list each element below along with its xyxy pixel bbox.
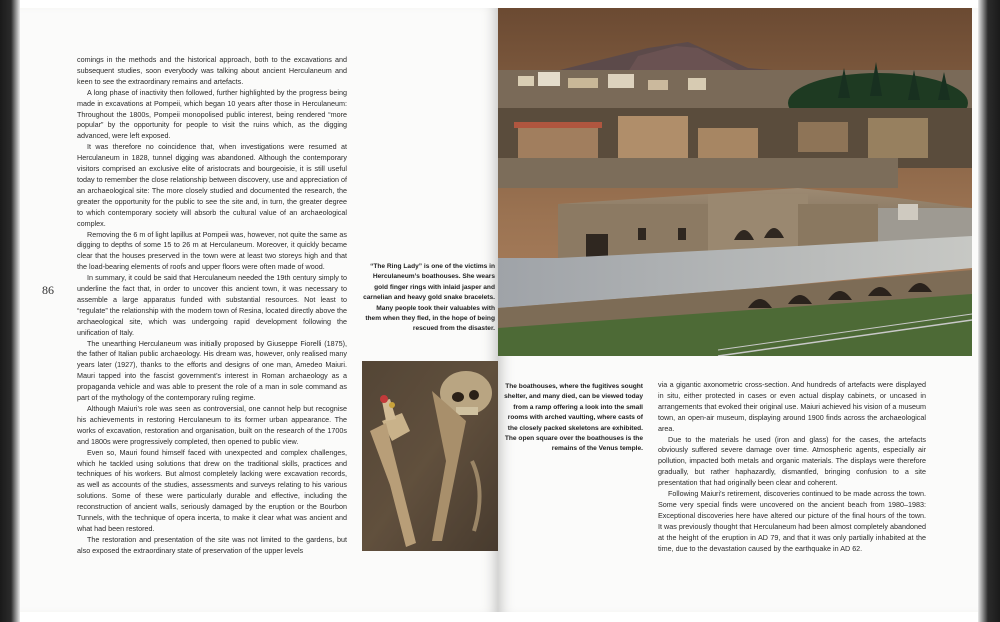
- skeleton-image: [362, 361, 498, 551]
- paragraph: The restoration and presentation of the site was not limited to the gardens, but also exposed the extraordinary state of preservation of the upper levels: [77, 534, 347, 555]
- book-spine-left: [0, 0, 20, 622]
- paragraph: comings in the methods and the historical approach, both to the excavations and subsequent studies, soon everybody was talking about ancient Herculaneum and keen to see the extraordinary remains and artefacts.: [77, 55, 347, 86]
- paragraph: Removing the 6 m of light lapillus at Pompeii was, however, not quite the same as digging to depths of some 15 to 26 m at Herculaneum. Moreover, it quickly became clear that the houses preserved in the town were at least two storeys high and that the load-bearing elements of roofs and upper floors were often made of wood.: [77, 229, 347, 272]
- paragraph: via a gigantic axonometric cross-section. And hundreds of artefacts were displayed in situ, either protected in cases or even actual display cabinets, or uncased in arrangements that evoked their original use. Maiuri achieved his vision of a museum town, an open-air museum, displaying around 1900 finds across the archaeological area.: [658, 380, 926, 433]
- left-body-column: [77, 55, 347, 557]
- book-spine-right: [978, 0, 1000, 622]
- caption-ring-lady: “The Ring Lady” is one of the victims in Herculaneum’s boathouses. She wears gold finger rings with inlaid jasper and carnelian and heavy gold snake bracelets. Many people took their valuables with them when they fled, in the hope of being rescued from the disaster.: [363, 263, 495, 333]
- paragraph: It was therefore no coincidence that, when investigations were resumed at Herculaneum in 1828, tunnel digging was abandoned. Although the contemporary visitors comprised an exclusive elite of aristocrats and bourgeoisie, it is still useful today to remember the close relationship between discovery, use and appreciation of an archaeological site: The more closely studied and documented the research, the greater the opportunity for the public to see the site and, in turn, the greater degree to which contemporary society will absorb the cultural value of an archaeological complex.: [77, 142, 347, 228]
- paragraph: In summary, it could be said that Herculaneum needed the 19th century simply to underline the fact that, in order to uncover this ancient town, it was necessary to assemble a large apparatus funded with substantial resources. Not least to “regulate” the relationship with the modern town of Resina, located directly above the archaeological site, which was undergoing rapid development following the unification of Italy.: [77, 273, 347, 337]
- paragraph: Due to the materials he used (iron and glass) for the cases, the artefacts obviously suffered severe damage over time. Atmospheric agents, especially air pollution, impacted both metals and organic materials. The displays were therefore gradually, but rather haphazardly, dismantled, bringing confusion to a site presentation that had originally been clear and coherent.: [658, 434, 926, 488]
- ring-lady-skeleton-photo: [362, 361, 498, 551]
- paragraph: The unearthing Herculaneum was initially proposed by Giuseppe Fiorelli (1875), the father of Italian public archaeology. His dream was, however, only realised many years later (1927), thanks to the efforts and designs of one man, Amedeo Maiuri. Mauri tapped into the fascist government’s interest in Roman archaeology as a propaganda vehicle and was able to present the role of a man in sole command as part of the mythology of the contemporary ruling regime.: [77, 338, 347, 403]
- paragraph: Following Maiuri’s retirement, discoveries continued to be made across the town. Some very special finds were uncovered on the ancient beach from 1980–1983: Exceptional discoveries here have altered our picture of the final hours of the town. It was previously thought that Herculaneum had been almost completely abandoned at the height of the eruption in AD 79, and that it was only partially inhabited at the time, due to the devastation caused by the earthquake in AD 62.: [658, 489, 926, 553]
- paragraph: Even so, Mauri found himself faced with unexpected and complex challenges, which he tackled using solutions that drew on the traditional skills, practices and techniques of his workers. But almost completely lacking were excavation records, as well as accounts of the studies, assessments and surveys relating to his various solutions. Some of these were particularly durable and effective, including the reconstruction of ancient walls, seriously damaged by the eruption or the Bourbon Tunnels, with the technique of opera incerta, to make it clear what was ancient and what had been restored.: [77, 447, 347, 533]
- page-number: 86: [42, 283, 54, 297]
- herculaneum-ruins-photo: [498, 8, 972, 356]
- paragraph: Although Maiuri’s role was seen as controversial, one cannot help but recognise his achievements in restoring Herculaneum to its former urban appearance. The works of excavation, restoration and organisation, built on the research of the 1700s and 1800s were progressively completed, then opened to public view.: [77, 404, 347, 446]
- caption-boathouses: The boathouses, where the fugitives sought shelter, and many died, can be viewed today from a ramp offering a look into the small rooms with arched vaulting, where casts of the closely packed skeletons are exhibited. The open square over the boathouses is the remains of the Venus temple.: [504, 383, 643, 453]
- right-body-column: [658, 380, 926, 555]
- vesuvius-ruins-image: [498, 8, 972, 356]
- paragraph: A long phase of inactivity then followed, further highlighted by the progress being made in excavations at Pompeii, which began 10 years after those in Herculaneum: Throughout the 1800s, Pompeii monopolised public interest, being rendered “more popular” by the opportunity for people to visit the ruins which, as the digging advanced, were left exposed.: [77, 87, 347, 141]
